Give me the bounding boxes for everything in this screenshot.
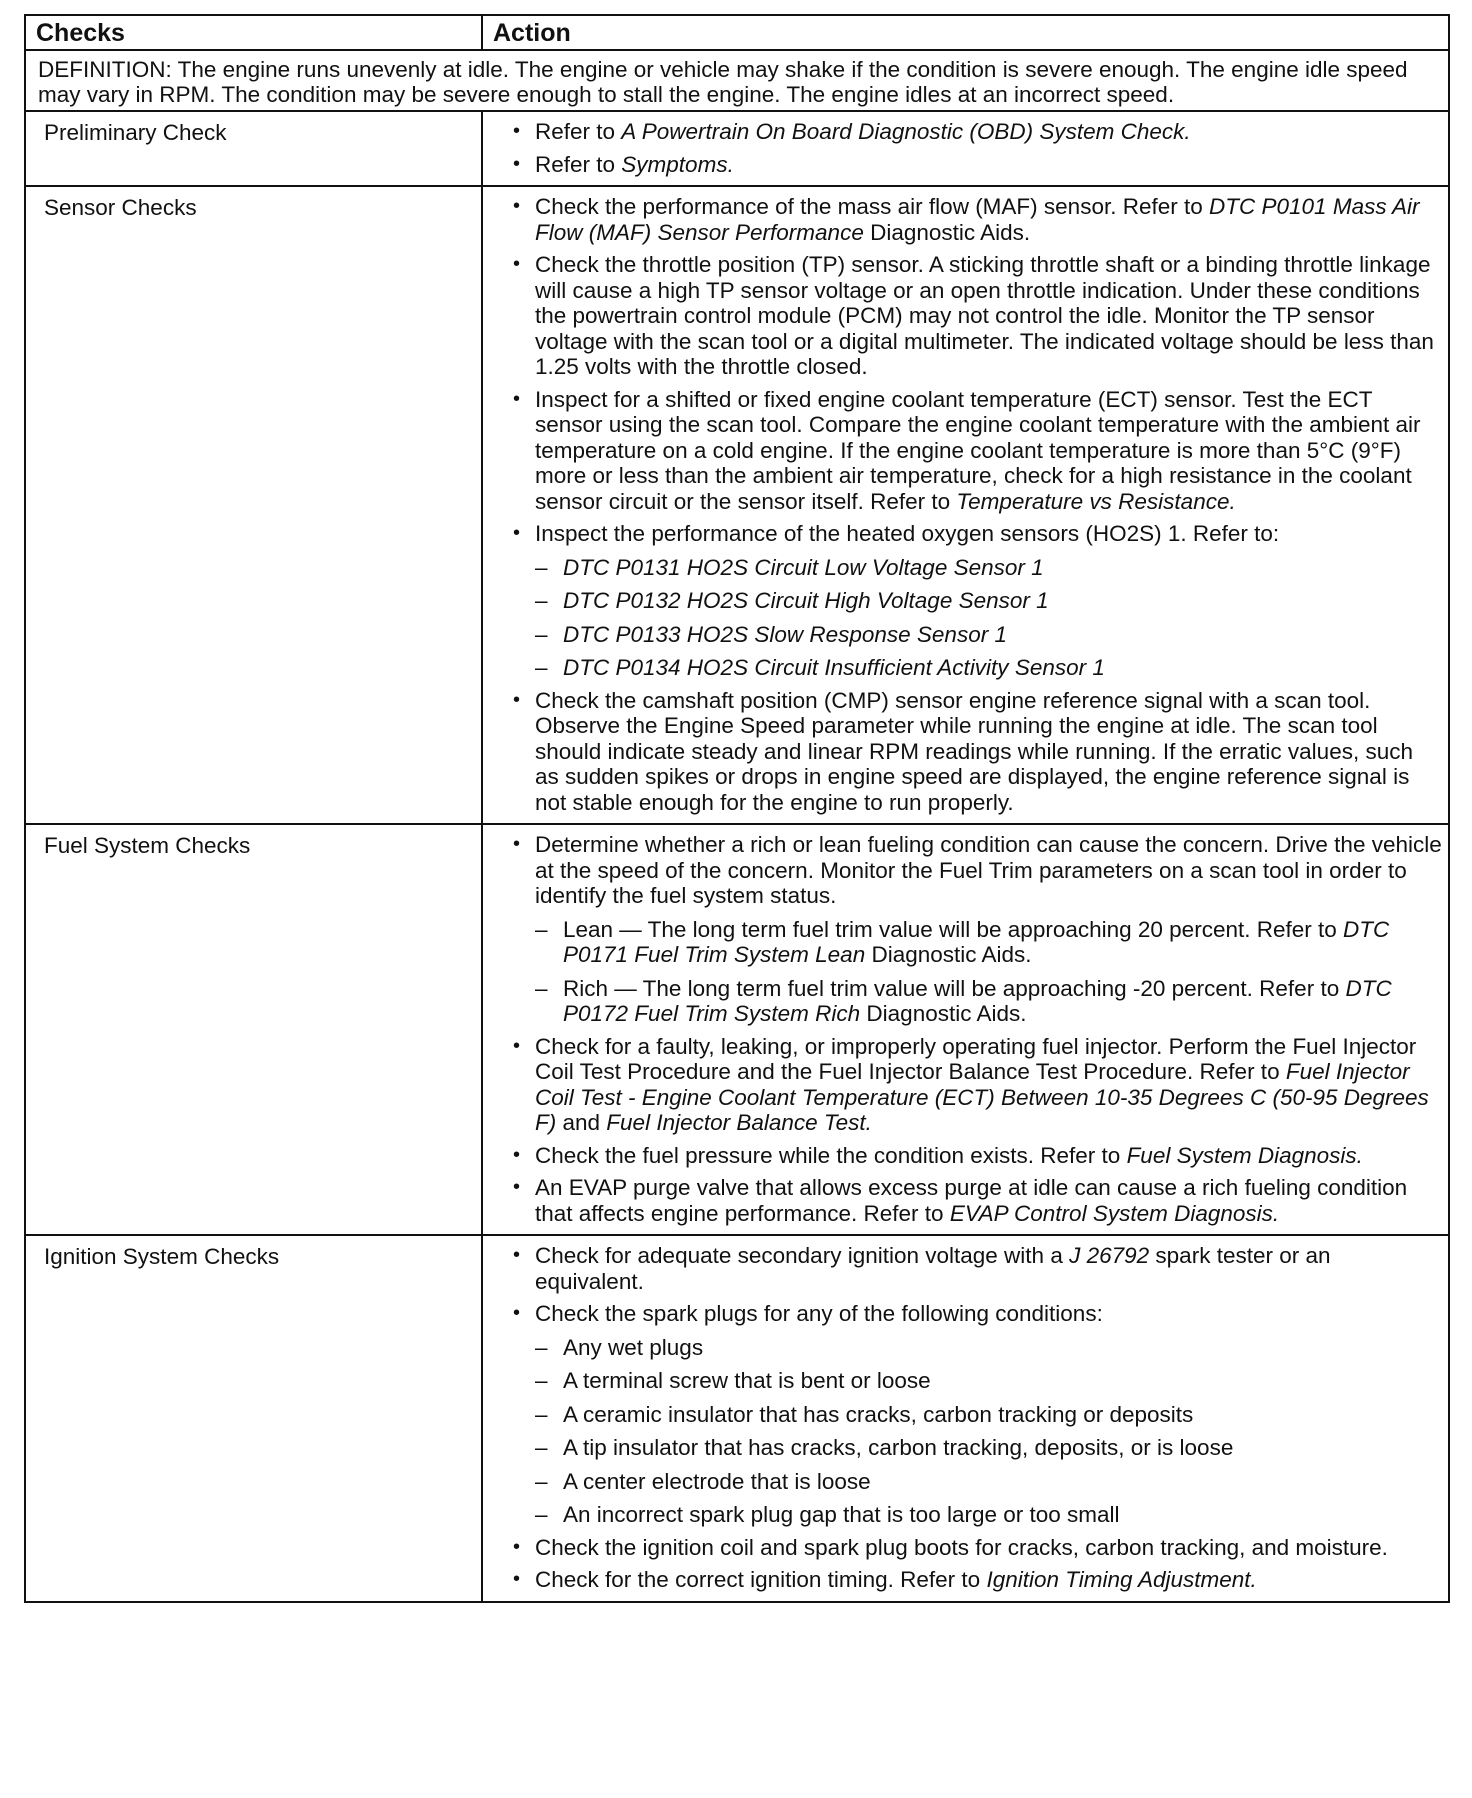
dash-icon: – xyxy=(535,1401,548,1427)
action-item xyxy=(501,194,1442,245)
action-item xyxy=(501,1535,1442,1561)
sub-action-item xyxy=(535,1469,1442,1495)
italic-reference-text: DTC P0134 HO2S Circuit Insufficient Activity Sensor 1 xyxy=(563,655,1105,680)
sub-action-item xyxy=(535,1368,1442,1394)
sub-action-list xyxy=(535,1335,1442,1528)
text-run: spark tester or an equivalent. xyxy=(535,1243,1331,1294)
action-list xyxy=(501,832,1442,1226)
dash-icon: – xyxy=(535,1334,548,1360)
bullet-icon: • xyxy=(513,1568,521,1590)
bullet-icon: • xyxy=(513,253,521,275)
text-run: A ceramic insulator that has cracks, carbon tracking or deposits xyxy=(563,1401,1194,1427)
text-run: Any wet plugs xyxy=(563,1334,704,1360)
action-list xyxy=(501,194,1442,815)
check-name: Ignition System Checks xyxy=(25,1235,482,1602)
table-row xyxy=(25,111,1449,186)
text-run: A center electrode that is loose xyxy=(563,1468,871,1494)
bullet-icon: • xyxy=(513,1244,521,1266)
table-body xyxy=(25,50,1449,1602)
text-run: Check for a faulty, leaking, or improperly operating fuel injector. Perform the Fuel Injector Coil Test Procedure and the Fuel Injector Balance Test Procedure. Refer to xyxy=(535,1033,1417,1084)
table-row xyxy=(25,1235,1449,1602)
text-run: Check the throttle position (TP) sensor. A sticking throttle shaft or a binding throttle linkage will cause a high TP sensor voltage or an open throttle indication. Under these conditions the powertrain control module (PCM) may not control the idle. Monitor the TP sensor voltage with the scan tool or a digital multimeter. The indicated voltage should be less than 1.25 volts with the throttle closed. xyxy=(535,252,1434,379)
action-list xyxy=(501,1243,1442,1593)
text-run: A terminal screw that is bent or loose xyxy=(563,1368,931,1393)
text-run: Lean — The long term fuel trim value will be approaching 20 percent. Refer to xyxy=(563,916,1344,942)
italic-reference-text: DTC P0171 Fuel Trim System Lean xyxy=(563,916,1390,967)
dash-icon: – xyxy=(535,1368,548,1393)
action-cell xyxy=(482,1235,1449,1602)
italic-reference-text: Symptoms. xyxy=(621,151,734,177)
text-run: Determine whether a rich or lean fueling condition can cause the concern. Drive the vehicle at the speed of the concern. Monitor the Fuel Trim parameters on a scan tool in order to identify the fuel system status. xyxy=(535,832,1442,908)
bullet-icon: • xyxy=(513,522,521,544)
sub-action-item xyxy=(535,976,1442,1027)
sub-action-item xyxy=(535,588,1442,614)
sub-action-item xyxy=(535,622,1442,648)
bullet-icon: • xyxy=(513,1034,521,1057)
action-list xyxy=(501,119,1442,177)
italic-reference-text: Fuel System Diagnosis. xyxy=(1126,1142,1363,1168)
text-run: Inspect for a shifted or fixed engine coolant temperature (ECT) sensor. Test the ECT sensor using the scan tool. Compare the engine coolant temperature with the ambient air temperature on a cold engine. If the engine coolant temperature is more than 5°C (9°F) more or less than the ambient air temperature, check for a high resistance in the coolant sensor circuit or the sensor itself. Refer to xyxy=(535,386,1421,514)
action-item xyxy=(501,832,1442,1027)
action-item xyxy=(501,1034,1442,1136)
check-name: Sensor Checks xyxy=(25,186,482,824)
action-item xyxy=(501,688,1442,816)
italic-reference-text: J 26792 xyxy=(1069,1243,1150,1268)
text-run: Check the fuel pressure while the condition exists. Refer to xyxy=(535,1142,1127,1168)
action-item xyxy=(501,252,1442,380)
dash-icon: – xyxy=(535,655,548,680)
text-run: An incorrect spark plug gap that is too large or too small xyxy=(563,1502,1120,1527)
sub-action-list xyxy=(535,555,1442,681)
action-column-header: Action xyxy=(482,15,1449,50)
text-run: Rich — The long term fuel trim value will be approaching -20 percent. Refer to xyxy=(563,975,1346,1001)
action-item xyxy=(501,387,1442,515)
italic-reference-text: DTC P0101 Mass Air Flow (MAF) Sensor Performance xyxy=(535,194,1420,245)
action-item xyxy=(501,1567,1442,1593)
dash-icon: – xyxy=(535,588,548,613)
action-item xyxy=(501,521,1442,681)
action-item xyxy=(501,1143,1442,1169)
bullet-icon: • xyxy=(513,1143,521,1166)
action-item xyxy=(501,119,1442,145)
text-run: Check the ignition coil and spark plug boots for cracks, carbon tracking, and moisture. xyxy=(535,1534,1388,1560)
italic-reference-text: Temperature vs Resistance. xyxy=(956,488,1236,514)
sub-action-item xyxy=(535,1502,1442,1528)
italic-reference-text: Ignition Timing Adjustment. xyxy=(986,1567,1257,1592)
action-cell xyxy=(482,111,1449,186)
table-header-row xyxy=(25,15,1449,50)
italic-reference-text: DTC P0133 HO2S Slow Response Sensor 1 xyxy=(563,621,1007,647)
dash-icon: – xyxy=(535,621,548,647)
text-run: Diagnostic Aids. xyxy=(863,219,1031,245)
italic-reference-text: EVAP Control System Diagnosis. xyxy=(949,1200,1280,1226)
text-run: Diagnostic Aids. xyxy=(865,942,1032,967)
italic-reference-text: DTC P0131 HO2S Circuit Low Voltage Sensor 1 xyxy=(563,554,1044,580)
dash-icon: – xyxy=(535,916,548,942)
dash-icon: – xyxy=(535,1435,548,1460)
text-run: Check for adequate secondary ignition voltage with a xyxy=(535,1243,1070,1268)
action-item xyxy=(501,1175,1442,1226)
sub-action-item xyxy=(535,555,1442,581)
sub-action-item xyxy=(535,1335,1442,1361)
bullet-icon: • xyxy=(513,688,521,711)
bullet-icon: • xyxy=(513,387,521,410)
check-name: Preliminary Check xyxy=(25,111,482,186)
bullet-icon: • xyxy=(513,1302,521,1324)
definition-row xyxy=(25,50,1449,111)
text-run: Diagnostic Aids. xyxy=(860,1001,1027,1026)
text-run: Check for the correct ignition timing. Refer to xyxy=(535,1567,987,1592)
text-run: Inspect the performance of the heated oxygen sensors (HO2S) 1. Refer to: xyxy=(535,521,1280,546)
italic-reference-text: A Powertrain On Board Diagnostic (OBD) System Check. xyxy=(621,119,1191,144)
action-item xyxy=(501,1301,1442,1528)
text-run: An EVAP purge valve that allows excess purge at idle can cause a rich fueling condition that affects engine performance. Refer to xyxy=(535,1175,1408,1226)
dash-icon: – xyxy=(535,554,548,580)
checks-action-table xyxy=(24,14,1450,1603)
text-run: A tip insulator that has cracks, carbon tracking, deposits, or is loose xyxy=(563,1435,1234,1460)
action-cell xyxy=(482,186,1449,824)
bullet-icon: • xyxy=(513,833,521,855)
table-row xyxy=(25,824,1449,1235)
bullet-icon: • xyxy=(513,152,521,175)
table-row xyxy=(25,186,1449,824)
italic-reference-text: Fuel Injector Coil Test - Engine Coolant Temperature (ECT) Between 10-35 Degrees C (50-95 Degrees F) xyxy=(535,1059,1429,1135)
dash-icon: – xyxy=(535,975,548,1001)
text-run: Check the camshaft position (CMP) sensor engine reference signal with a scan tool. Observe the Engine Speed parameter while running the engine at idle. The scan tool should indicate steady and linear RPM readings while running. If the erratic values, such as sudden spikes or drops in engine speed are displayed, the engine reference signal is not stable enough for the engine to run properly. xyxy=(535,687,1413,815)
action-item xyxy=(501,152,1442,178)
italic-reference-text: Fuel Injector Balance Test. xyxy=(606,1110,872,1135)
check-name: Fuel System Checks xyxy=(25,824,482,1235)
bullet-icon: • xyxy=(513,195,521,217)
bullet-icon: • xyxy=(513,1176,521,1198)
text-run: and xyxy=(556,1110,607,1135)
text-run: Refer to xyxy=(535,151,622,177)
text-run: Check the spark plugs for any of the following conditions: xyxy=(535,1301,1103,1326)
bullet-icon: • xyxy=(513,120,521,142)
bullet-icon: • xyxy=(513,1535,521,1558)
action-cell xyxy=(482,824,1449,1235)
sub-action-item xyxy=(535,1435,1442,1461)
sub-action-item xyxy=(535,655,1442,681)
dash-icon: – xyxy=(535,1502,548,1527)
text-run: Check the performance of the mass air flow (MAF) sensor. Refer to xyxy=(535,194,1210,219)
checks-column-header: Checks xyxy=(25,15,482,50)
dash-icon: – xyxy=(535,1468,548,1494)
italic-reference-text: DTC P0172 Fuel Trim System Rich xyxy=(563,975,1392,1026)
sub-action-item xyxy=(535,917,1442,968)
italic-reference-text: DTC P0132 HO2S Circuit High Voltage Sensor 1 xyxy=(563,588,1049,613)
text-run: Refer to xyxy=(535,119,622,144)
definition-text: DEFINITION: The engine runs unevenly at idle. The engine or vehicle may shake if the condition is severe enough. The engine idle speed may vary in RPM. The condition may be severe enough to stall the engine. The engine idles at an incorrect speed. xyxy=(25,50,1449,111)
sub-action-list xyxy=(535,917,1442,1027)
rough-idle-diagnostic-table xyxy=(24,14,1448,1603)
sub-action-item xyxy=(535,1402,1442,1428)
action-item xyxy=(501,1243,1442,1294)
